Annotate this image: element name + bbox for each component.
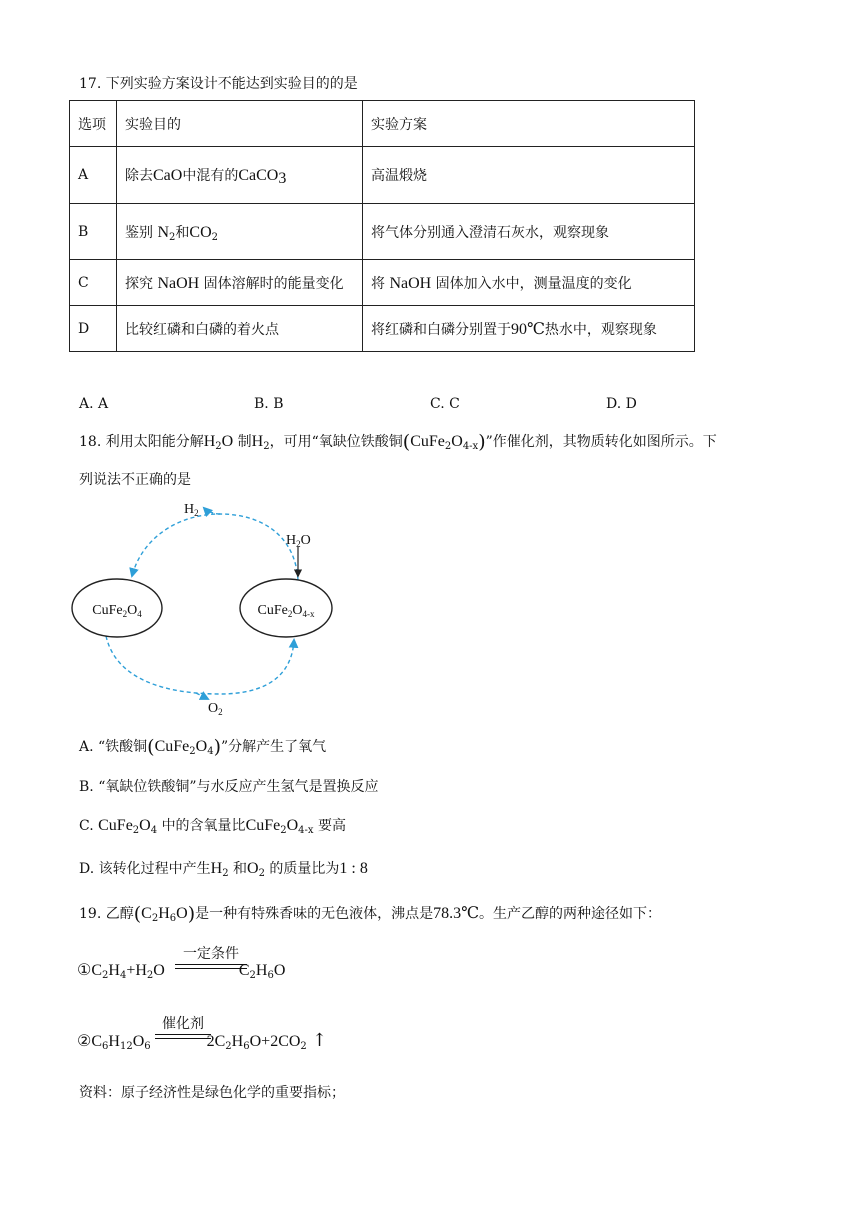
row-plan: 将 NaOH 固体加入水中，测量温度的变化 (363, 260, 695, 306)
table-header-row (70, 101, 695, 147)
left-node-label: $CuFe_2O_4$ (92, 603, 142, 619)
choice-d: D. D (606, 396, 637, 412)
choice-a: A. A (79, 396, 109, 412)
q18-option-c: C. $CuFe_2O_4$ 中的含氧量比$CuFe_2O_{4-x}$ 要高 (79, 817, 347, 836)
q19-note: 资料：原子经济性是绿色化学的重要指标； (79, 1085, 345, 1101)
row-option: D (70, 306, 117, 352)
equation-1-condition: 一定条件 (175, 946, 247, 969)
equation-2: $②C_6H_{12}O_6$ $2C_2H_6O+2CO_2$ ↑ (77, 1030, 327, 1052)
right-node-label: $CuFe_2O_{4-x}$ (257, 603, 315, 619)
table-header-option: 选项 (70, 101, 117, 147)
q18-stem: 18. 利用太阳能分解$H_2O$ 制$H_2$，可用“氧缺位铁酸铜$(CuFe_2O_{4-x})$”作催化剂，其物质转化如图所示。下 (79, 431, 717, 453)
q18-stem-line2: 列说法不正确的是 (79, 472, 191, 488)
choice-c: C. C (430, 396, 460, 412)
row-plan: 高温煅烧 (363, 147, 695, 204)
table-row (70, 147, 695, 204)
upper-arc (132, 514, 298, 580)
table-row (70, 260, 695, 306)
q17-table (69, 100, 695, 352)
equation-1: $①C_2H_4+H_2O$ $C_2H_6O$ (77, 960, 286, 981)
q18-option-d: D. 该转化过程中产生$H_2$ 和$O_2$ 的质量比为1 : 8 (79, 860, 368, 879)
row-purpose: 比较红磷和白磷的着火点 (117, 306, 363, 352)
row-purpose: 除去CaO中混有的CaCO$_3$ (117, 147, 363, 204)
lower-arc (106, 636, 294, 694)
q18-option-a: A. “铁酸铜$(CuFe_2O_4)$”分解产生了氧气 (79, 736, 327, 758)
row-purpose: 鉴别 $N_2$和$CO_2$ (117, 204, 363, 260)
q19-stem: 19. 乙醇$(C_2H_6O)$是一种有特殊香味的无色液体，沸点是78.3℃。生产乙醇的两种途径如下： (79, 903, 662, 925)
row-plan: 将红磷和白磷分别置于90℃热水中，观察现象 (363, 306, 695, 352)
row-option: C (70, 260, 117, 306)
gas-arrow: ↑ (311, 1030, 327, 1051)
row-plan: 将气体分别通入澄清石灰水，观察现象 (363, 204, 695, 260)
table-header-purpose: 实验目的 (117, 101, 363, 147)
cycle-diagram (70, 494, 370, 720)
h2o-label: $H_2O$ (286, 533, 311, 549)
o2-label: $O_2$ (208, 701, 223, 717)
table-row (70, 306, 695, 352)
h2-label: $H_2$ (184, 502, 199, 518)
table-row (70, 204, 695, 260)
row-option: B (70, 204, 117, 260)
q18-option-b: B. “氧缺位铁酸铜”与水反应产生氢气是置换反应 (79, 779, 379, 795)
q17-stem: 17. 下列实验方案设计不能达到实验目的的是 (79, 76, 358, 92)
choice-b: B. B (254, 396, 284, 412)
table-header-plan: 实验方案 (363, 101, 695, 147)
row-purpose: 探究 NaOH 固体溶解时的能量变化 (117, 260, 363, 306)
row-option: A (70, 147, 117, 204)
equation-2-condition: 催化剂 (155, 1016, 211, 1039)
h2-branch-arrow (204, 508, 220, 514)
